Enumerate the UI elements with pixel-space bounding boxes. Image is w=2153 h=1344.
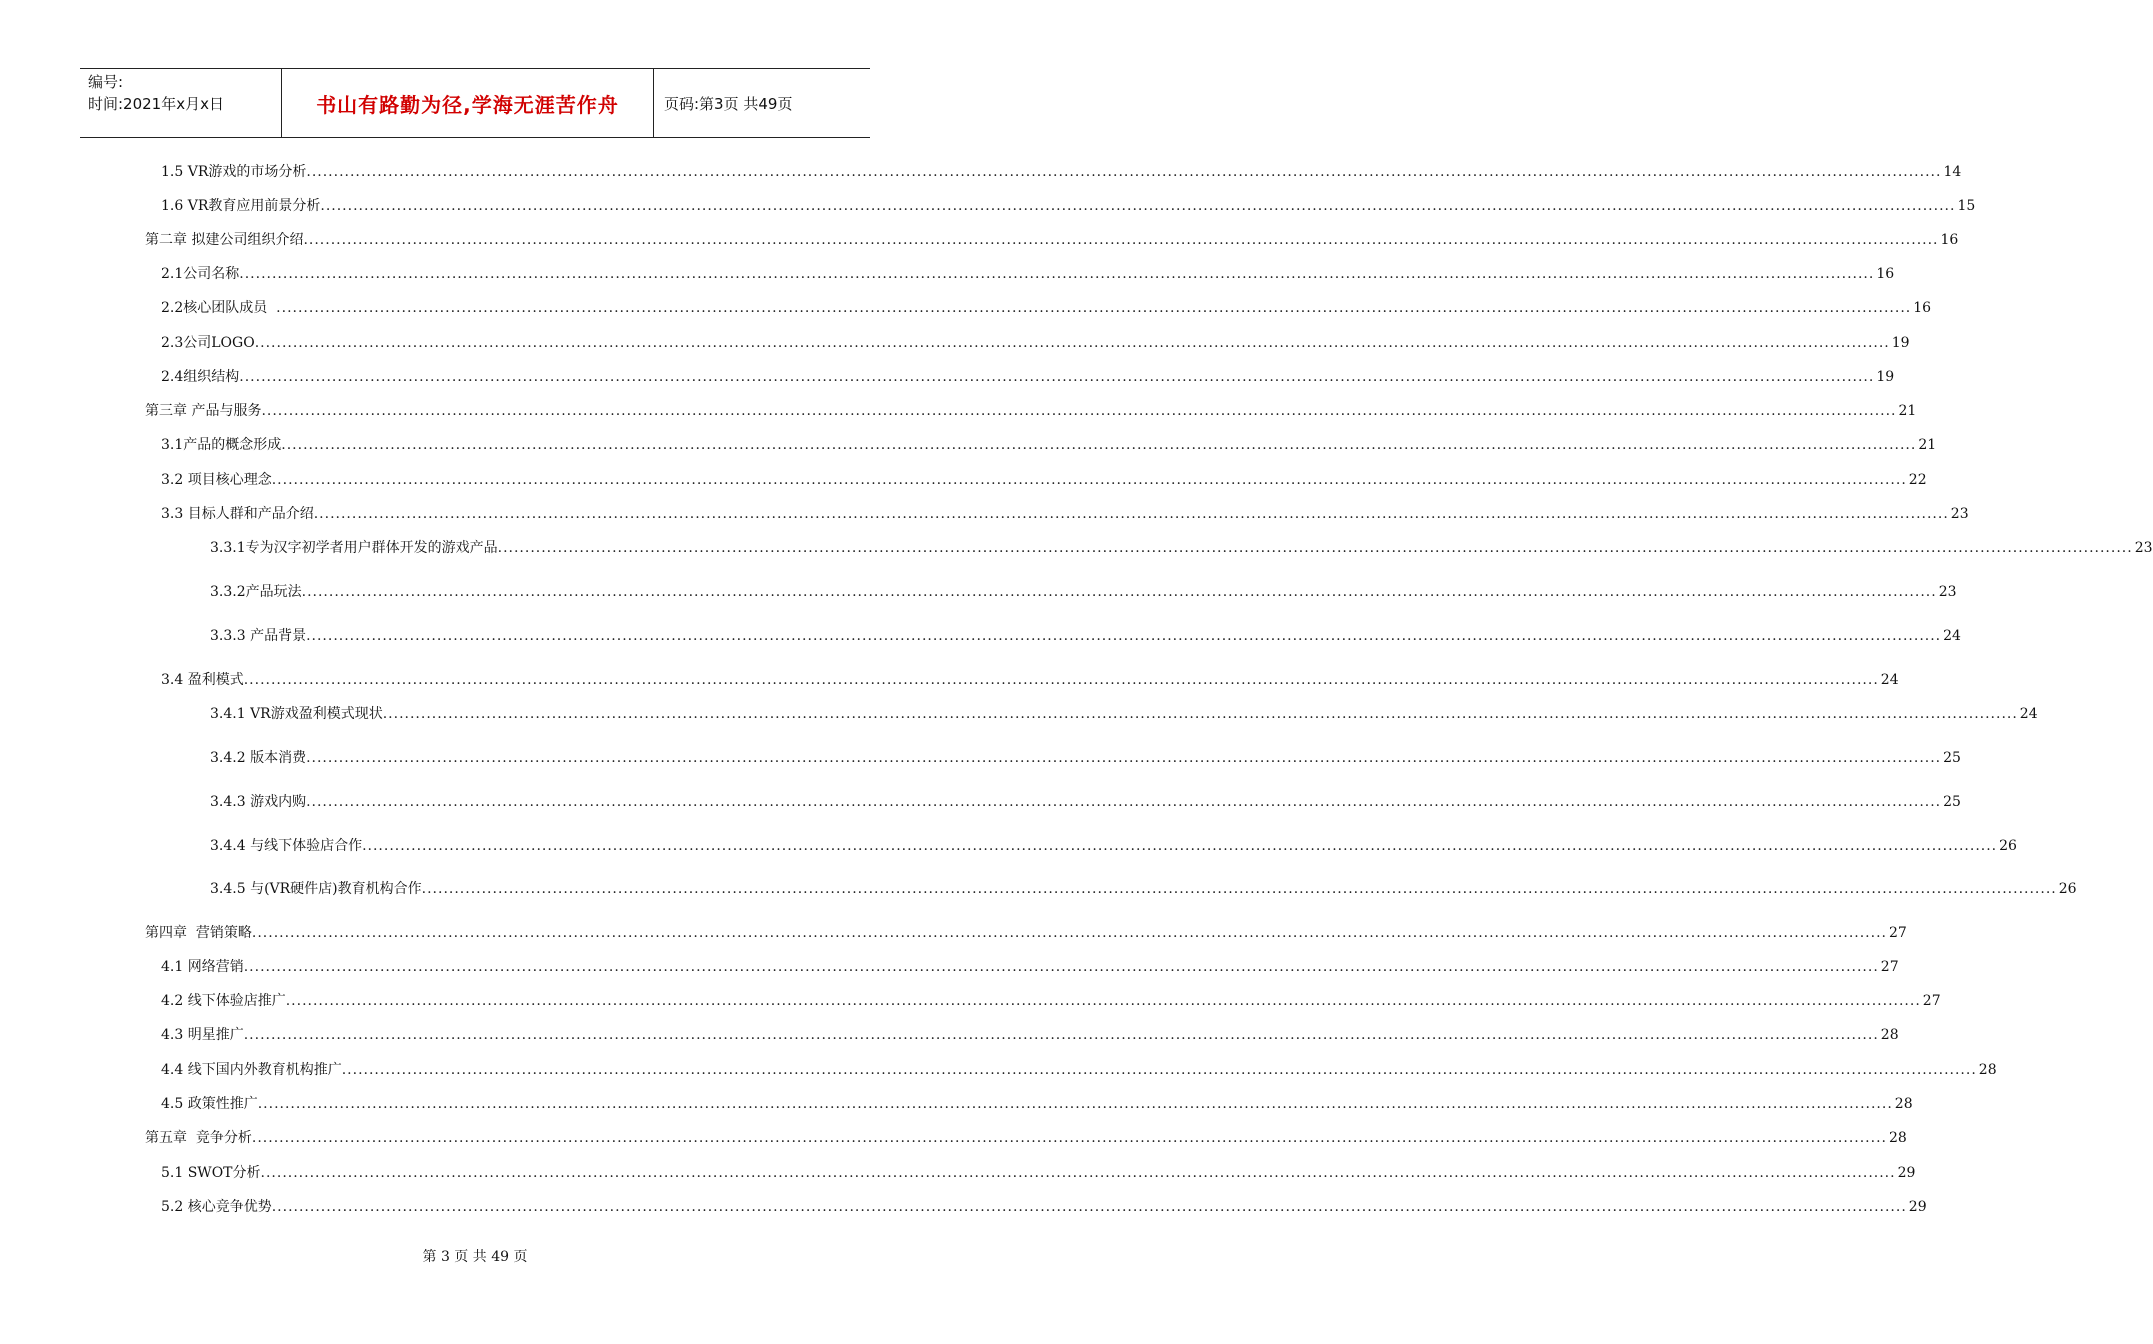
- toc-entry[interactable]: [161, 957, 1899, 977]
- toc-entry-page: 27: [1880, 959, 1899, 975]
- toc-entry-title: 3.3 目标人群和产品介绍: [161, 506, 314, 522]
- toc-entry[interactable]: [161, 1025, 1899, 1045]
- toc-entry[interactable]: [210, 836, 2017, 856]
- toc-leader-dots: ............................................................................................................................................................................................................................................................................................................: [421, 881, 2057, 897]
- toc-entry-title: 4.2 线下体验店推广: [161, 993, 286, 1009]
- toc-leader-dots: ............................................................................................................................................................................................................................................................................................................: [254, 335, 1890, 351]
- toc-entry[interactable]: [161, 1163, 1916, 1183]
- toc-entry-title: 3.2 项目核心理念: [161, 472, 272, 488]
- toc-entry-page: 28: [1888, 1130, 1907, 1146]
- page-header: [80, 68, 870, 138]
- toc-entry-page: 15: [1957, 198, 1976, 214]
- toc-entry-page: 19: [1891, 335, 1910, 351]
- toc-entry-page: 24: [1943, 628, 1961, 644]
- toc-entry[interactable]: [210, 704, 2038, 724]
- toc-entry-title: 3.1产品的概念形成: [161, 437, 282, 453]
- toc-entry-page: 22: [1908, 472, 1927, 488]
- toc-entry[interactable]: [161, 504, 1969, 524]
- toc-entry[interactable]: [161, 333, 1910, 353]
- toc-entry-page: 16: [1876, 266, 1895, 282]
- toc-entry-title: 第五章 竞争分析: [145, 1130, 252, 1146]
- toc-entry-page: 23: [2134, 540, 2153, 556]
- toc-entry-page: 14: [1943, 164, 1962, 180]
- toc-entry-title: 3.3.3 产品背景: [210, 628, 307, 644]
- toc-leader-dots: ............................................................................................................................................................................................................................................................................................................: [281, 437, 1917, 453]
- toc-entry-page: 21: [1898, 403, 1917, 419]
- page-footer: 第 3 页 共 49 页: [422, 1249, 528, 1265]
- toc-leader-dots: ............................................................................................................................................................................................................................................................................................................: [306, 164, 1942, 180]
- toc-entry[interactable]: [161, 670, 1899, 690]
- toc-leader-dots: ............................................................................................................................................................................................................................................................................................................: [260, 1165, 1896, 1181]
- toc-entry[interactable]: [161, 367, 1895, 387]
- toc-leader-dots: ............................................................................................................................................................................................................................................................................................................: [251, 925, 1887, 941]
- toc-leader-dots: ............................................................................................................................................................................................................................................................................................................: [243, 1027, 1879, 1043]
- toc-entry-title: 3.4.4 与线下体验店合作: [210, 838, 363, 854]
- toc-entry-title: 第四章 营销策略: [145, 925, 252, 941]
- toc-entry-title: 4.1 网络营销: [161, 959, 244, 975]
- toc-entry-page: 23: [1950, 506, 1969, 522]
- toc-leader-dots: ............................................................................................................................................................................................................................................................................................................: [243, 672, 1879, 688]
- toc-entry-page: 24: [2019, 706, 2038, 722]
- toc-entry[interactable]: [161, 435, 1937, 455]
- toc-entry[interactable]: [161, 264, 1895, 284]
- toc-entry-page: 24: [1880, 672, 1899, 688]
- toc-leader-dots: ............................................................................................................................................................................................................................................................................................................: [276, 300, 1912, 316]
- header-number: 编号:: [88, 73, 124, 91]
- toc-entry-title: 第二章 拟建公司组织介绍: [145, 232, 304, 248]
- toc-entry-page: 28: [1880, 1027, 1899, 1043]
- toc-entry[interactable]: [210, 582, 1957, 602]
- toc-entry-page: 21: [1918, 437, 1937, 453]
- header-meta: [80, 69, 282, 137]
- toc-leader-dots: ............................................................................................................................................................................................................................................................................................................: [362, 838, 1998, 854]
- toc-leader-dots: ............................................................................................................................................................................................................................................................................................................: [271, 472, 1907, 488]
- toc-leader-dots: ............................................................................................................................................................................................................................................................................................................: [301, 584, 1937, 600]
- toc-entry-title: 3.4.2 版本消费: [210, 750, 307, 766]
- header-page-number: 页码:第3页 共49页: [664, 94, 793, 113]
- toc-leader-dots: ............................................................................................................................................................................................................................................................................................................: [497, 540, 2133, 556]
- toc-entry-page: 23: [1938, 584, 1957, 600]
- toc-leader-dots: ............................................................................................................................................................................................................................................................................................................: [303, 232, 1939, 248]
- toc-entry-page: 28: [1894, 1096, 1913, 1112]
- toc-entry-title: 5.2 核心竞争优势: [161, 1199, 272, 1215]
- toc-entry-title: 4.4 线下国内外教育机构推广: [161, 1062, 342, 1078]
- toc-entry[interactable]: [161, 196, 1976, 216]
- toc-entry-title: 5.1 SWOT分析: [161, 1165, 261, 1181]
- toc-entry-title: 4.3 明星推广: [161, 1027, 244, 1043]
- toc-entry[interactable]: [161, 1197, 1927, 1217]
- toc-entry-page: 27: [1922, 993, 1941, 1009]
- toc-entry-page: 16: [1940, 232, 1959, 248]
- toc-entry-title: 2.3公司LOGO: [161, 335, 255, 351]
- toc-entry[interactable]: [145, 923, 1907, 943]
- toc-leader-dots: ............................................................................................................................................................................................................................................................................................................: [243, 959, 1879, 975]
- toc-entry-page: 28: [1978, 1062, 1997, 1078]
- toc-entry[interactable]: [210, 748, 1961, 768]
- toc-entry-title: 2.4组织结构: [161, 369, 240, 385]
- toc-leader-dots: ............................................................................................................................................................................................................................................................................................................: [382, 706, 2018, 722]
- toc-entry-page: 25: [1943, 750, 1961, 766]
- toc-entry[interactable]: [161, 470, 1927, 490]
- header-motto: 书山有路勤为径,学海无涯苦作舟: [316, 92, 619, 117]
- header-motto-cell: [282, 69, 654, 137]
- toc-entry-page: 29: [1908, 1199, 1927, 1215]
- toc-entry[interactable]: [161, 298, 1932, 318]
- toc-entry-title: 3.4.5 与(VR硬件店)教育机构合作: [210, 881, 422, 897]
- header-page-cell: [654, 69, 870, 137]
- toc-entry[interactable]: [161, 1094, 1913, 1114]
- toc-entry-title: 3.4.1 VR游戏盈利模式现状: [210, 706, 383, 722]
- toc-entry-title: 2.1公司名称: [161, 266, 240, 282]
- toc-leader-dots: ............................................................................................................................................................................................................................................................................................................: [313, 506, 1949, 522]
- toc-leader-dots: ............................................................................................................................................................................................................................................................................................................: [306, 794, 1942, 810]
- toc-leader-dots: ............................................................................................................................................................................................................................................................................................................: [271, 1199, 1907, 1215]
- toc-entry[interactable]: [161, 991, 1941, 1011]
- toc-entry[interactable]: [145, 401, 1917, 421]
- toc-entry-page: 25: [1943, 794, 1961, 810]
- toc-leader-dots: ............................................................................................................................................................................................................................................................................................................: [306, 750, 1942, 766]
- toc-entry-title: 3.3.1专为汉字初学者用户群体开发的游戏产品: [210, 540, 498, 556]
- toc-leader-dots: ............................................................................................................................................................................................................................................................................................................: [239, 266, 1875, 282]
- toc-entry-page: 16: [1913, 300, 1932, 316]
- toc-entry-page: 27: [1888, 925, 1907, 941]
- toc-entry-page: 19: [1876, 369, 1895, 385]
- toc-entry-title: 第三章 产品与服务: [145, 403, 262, 419]
- toc-leader-dots: ............................................................................................................................................................................................................................................................................................................: [320, 198, 1956, 214]
- header-time: 时间:2021年x月x日: [88, 95, 224, 113]
- toc-entry[interactable]: [210, 538, 2153, 558]
- toc-entry[interactable]: [210, 792, 1961, 812]
- toc-entry-title: 3.3.2产品玩法: [210, 584, 302, 600]
- toc-entry-title: 3.4.3 游戏内购: [210, 794, 307, 810]
- toc-entry[interactable]: [161, 1060, 1997, 1080]
- toc-leader-dots: ............................................................................................................................................................................................................................................................................................................: [251, 1130, 1887, 1146]
- toc-entry-title: 3.4 盈利模式: [161, 672, 244, 688]
- toc-entry[interactable]: [210, 626, 1961, 646]
- toc-entry-page: 26: [1999, 838, 2017, 854]
- toc-entry-title: 1.5 VR游戏的市场分析: [161, 164, 307, 180]
- toc-entry[interactable]: [210, 879, 2077, 899]
- toc-leader-dots: ............................................................................................................................................................................................................................................................................................................: [285, 993, 1921, 1009]
- toc-leader-dots: ............................................................................................................................................................................................................................................................................................................: [261, 403, 1897, 419]
- toc-entry-title: 4.5 政策性推广: [161, 1096, 258, 1112]
- toc-entry-page: 26: [2058, 881, 2077, 897]
- toc-entry[interactable]: [161, 162, 1962, 182]
- toc-leader-dots: ............................................................................................................................................................................................................................................................................................................: [306, 628, 1942, 644]
- toc-entry-title: 1.6 VR教育应用前景分析: [161, 198, 321, 214]
- toc-entry[interactable]: [145, 1128, 1907, 1148]
- toc-entry-title: 2.2核心团队成员: [161, 300, 277, 316]
- toc-entry-page: 29: [1897, 1165, 1916, 1181]
- toc-entry[interactable]: [145, 230, 1959, 250]
- toc-leader-dots: ............................................................................................................................................................................................................................................................................................................: [257, 1096, 1893, 1112]
- toc-leader-dots: ............................................................................................................................................................................................................................................................................................................: [239, 369, 1875, 385]
- toc-leader-dots: ............................................................................................................................................................................................................................................................................................................: [341, 1062, 1977, 1078]
